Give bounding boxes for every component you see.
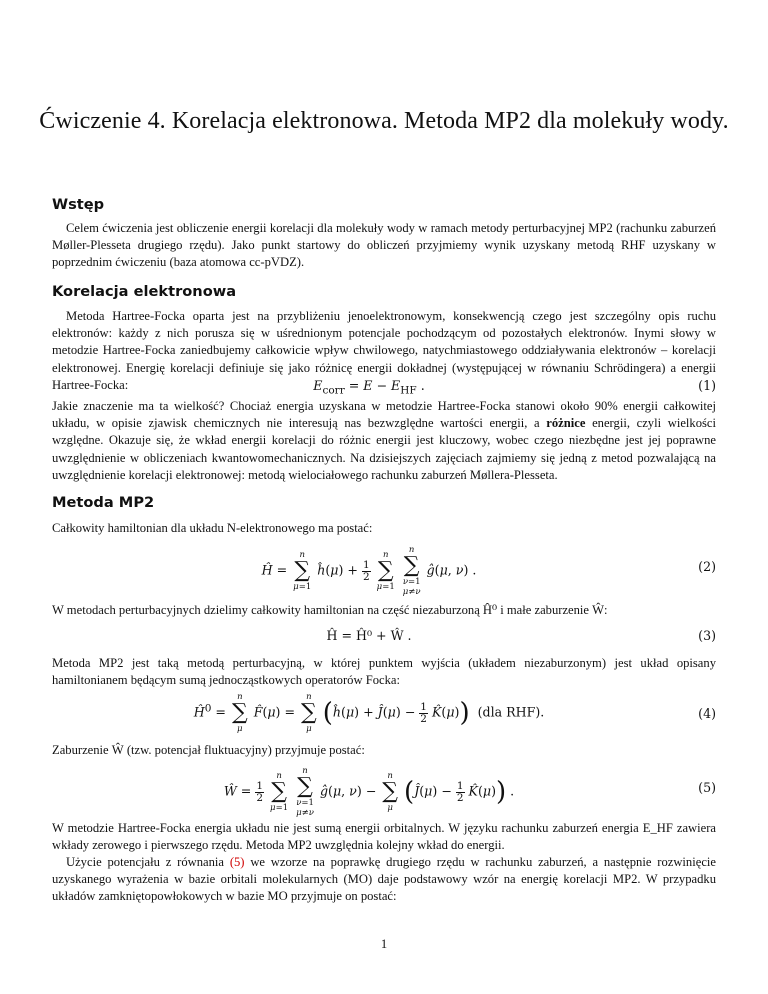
equation-2-number: (2) <box>698 559 716 574</box>
bold-roznice: różnice <box>546 416 586 431</box>
equation-1-body: $E_{corr} = E - E_{HF}$ . <box>313 378 425 397</box>
paragraph-korelacja-2-a: Jakie znaczenie ma ta wielkość? Chociaż energia uzyskana w metodzie Hartree-Focka stanowi około 90% energii całkowitej układu, w opisie zjawisk chemicznych nie interesują nas bezwzględne wartości energii, a <box>52 399 716 431</box>
paragraph-korelacja-1: Metoda Hartree-Focka oparta jest na przybliżeniu jenoelektronowym, konsekwencją czego jest szczególny opis ruchu elektronów: każdy z nich porusza się w uśrednionym potencjale pochodzącym od pozostałych elektronów. Inymi słowy w metodzie Hartree-Focka zaniedbujemy całkowicie wpływ chwilowego, natychmiastowego oddziaływania elektronów – korelacji elektronowej. Energię korelacji definiuje się jako różnicę energii dokładnej (występującej w równaniu Schrödingera) a energii Hartree-Focka: <box>52 309 716 392</box>
section-heading-wstep: Wstęp <box>52 196 105 213</box>
equation-2 <box>52 545 716 597</box>
equation-4-number: (4) <box>698 706 716 721</box>
equation-5-number: (5) <box>698 780 716 795</box>
section-heading-mp2: Metoda MP2 <box>52 494 155 511</box>
equation-4-note: (dla RHF). <box>477 704 545 720</box>
paragraph-wstep: Celem ćwiczenia jest obliczenie energii korelacji dla molekuły wody w ramach metody perturbacyjnej MP2 (rachunku zaburzeń Møller-Plesseta drugiego rzędu). Jako punkt startowy do obliczeń przyjmiemy wynik uzyskany metodą RHF uzyskany w poprzednim ćwiczeniu (baza atomowa cc-pVDZ). <box>52 221 716 270</box>
page-number: 1 <box>380 937 388 951</box>
equation-1 <box>52 378 716 398</box>
paragraph-mp2-2: W metodach perturbacyjnych dzielimy całkowity hamiltonian na część niezaburzoną Ĥ⁰ i małe zaburzenie Ŵ: <box>52 603 608 617</box>
equation-3 <box>52 628 716 648</box>
paragraph-mp2-6 <box>52 854 716 906</box>
equation-5-link[interactable]: (5) <box>229 855 245 869</box>
page-title: Ćwiczenie 4. Korelacja elektronowa. Metoda MP2 dla molekuły wody. <box>39 108 729 134</box>
paragraph-mp2-6-b: we wzorze na poprawkę drugiego rzędu w rachunku zaburzeń, a następnie rozwinięcie uzyskanego wyrażenia w bazie orbitali molekularnych (MO) daje podstawowy wzór na energię korelacji MP2. W przypadku układów zamkniętopowłokowych w bazie MO przyjmuje on postać: <box>52 855 716 904</box>
paragraph-mp2-1: Całkowity hamiltonian dla układu N-elektronowego ma postać: <box>52 521 373 535</box>
equation-4 <box>52 692 716 736</box>
section-heading-korelacja: Korelacja elektronowa <box>52 283 237 300</box>
equation-5 <box>52 766 716 818</box>
equation-5-body: Ŵ = $\frac{1}{2}$ n ∑ μ=1 n ∑ ν=1 μ≠ν ĝ(μ, ν) − n ∑ μ (Ĵ(μ) − $\frac{1}{2}$ K̂(μ)) . <box>223 766 515 818</box>
paragraph-mp2-6-a: Użycie potencjału z równania <box>66 855 230 869</box>
paragraph-mp2-5: W metodzie Hartree-Focka energia układu nie jest sumą energii orbitalnych. W języku rachunku zaburzeń energia E_HF zawiera wkłady zerowego i pierwszego rzędu. Metoda MP2 uwzględnia kolejny wkład do energii. <box>52 821 716 853</box>
paragraph-korelacja-2-b: energii, czyli wielkości względne. Okazuje się, że wkład energii korelacji do różnic energii jest kluczowy, wobec czego niezbędne jest jej poprawne uwzględnienie w obliczeniach kwantowomechanicznych. Na dzisiejszych zajęciach zajmiemy się jedną z metod pozwalającą na uwzględnienie korelacji elektronowej: metodą wielociałowego rachunku zaburzeń Møllera-Plesseta. <box>52 416 717 482</box>
equation-4-body: $Ĥ^0$ = n ∑ μ F̂(μ) = n ∑ μ (ĥ(μ) + Ĵ(μ) − $\frac{1}{2}$ K̂(μ)) (dla RHF). <box>193 692 545 734</box>
paragraph-korelacja-2 <box>52 398 716 484</box>
equation-3-body: Ĥ = Ĥ⁰ + Ŵ . <box>326 628 412 643</box>
equation-3-number: (3) <box>698 628 716 643</box>
equation-2-body: Ĥ = n ∑ μ=1 ĥ(μ) + $\frac{1}{2}$ n ∑ μ=1 n ∑ ν=1 μ≠ν ĝ(μ, ν) . <box>261 545 477 597</box>
equation-1-number: (1) <box>698 378 716 393</box>
paragraph-mp2-3: Metoda MP2 jest taką metodą perturbacyjną, w której punktem wyjścia (układem niezaburzonym) jest układ opisany hamiltonianem będącym sumą jednocząstkowych operatorów Focka: <box>52 656 716 688</box>
paragraph-mp2-4: Zaburzenie Ŵ (tzw. potencjał fluktuacyjny) przyjmuje postać: <box>52 743 365 757</box>
